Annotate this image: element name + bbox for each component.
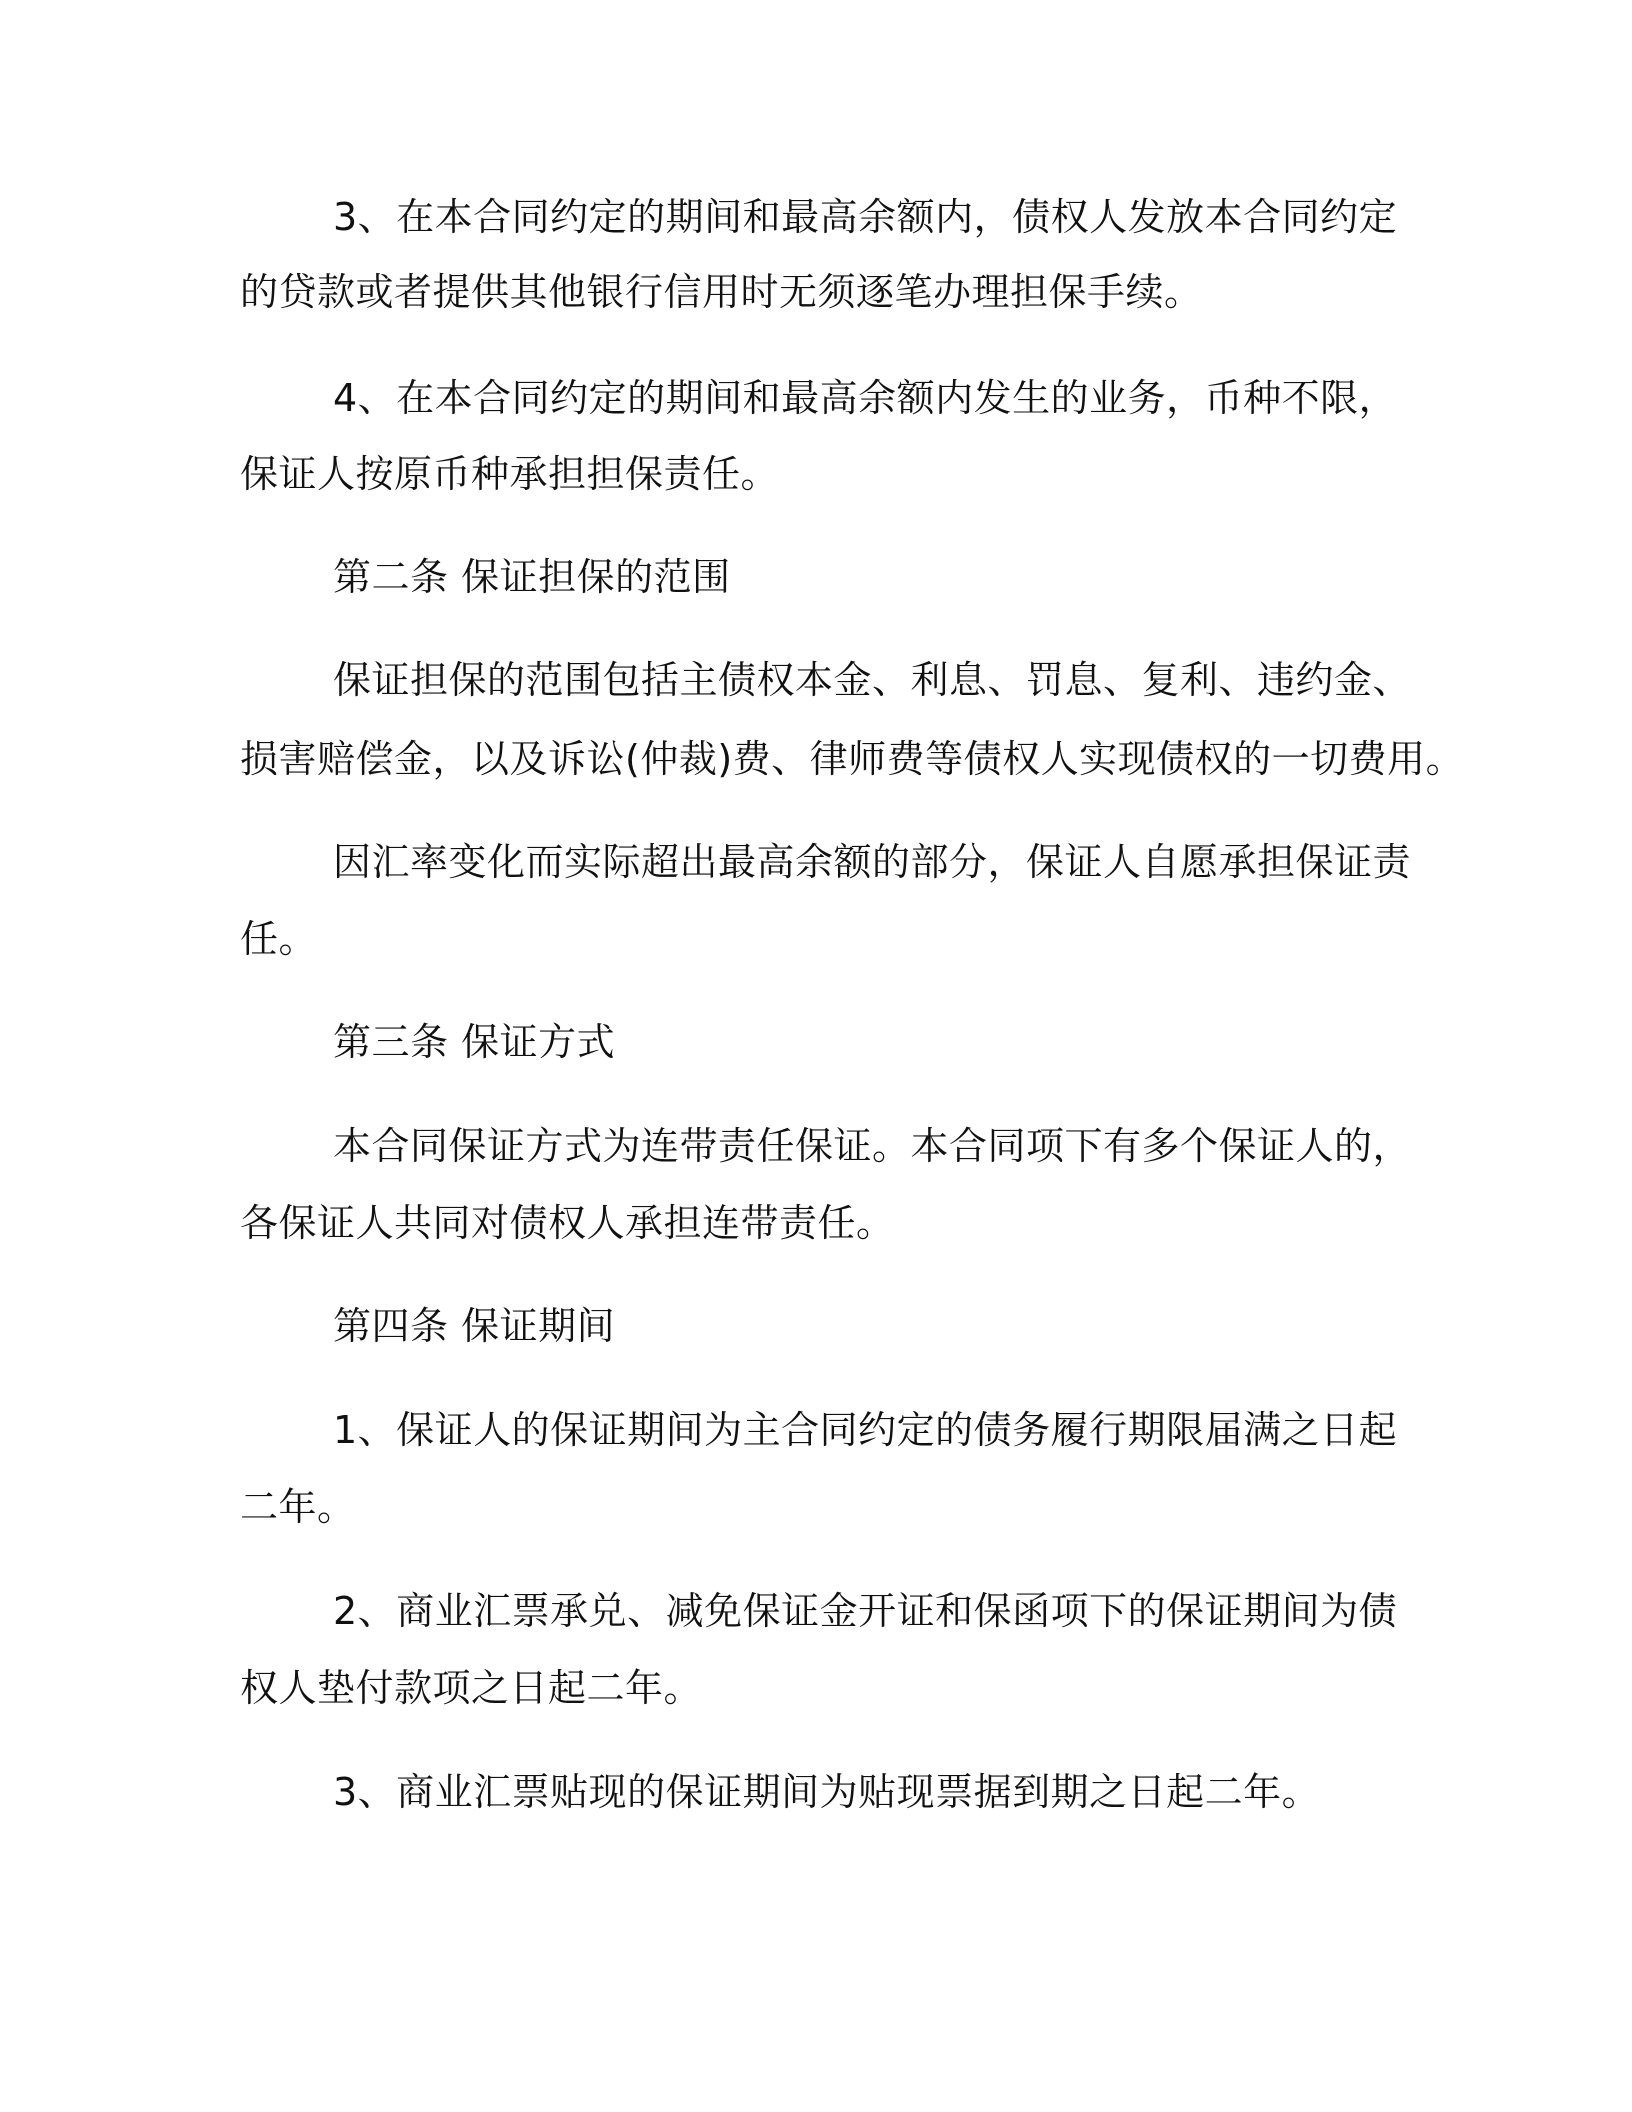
period-item-3-line-1: 3、商业汇票贴现的保证期间为贴现票据到期之日起二年。 [333, 1770, 1321, 1814]
scope-paragraph-line-2: 损害赔偿金，以及诉讼(仲裁)费、律师费等债权人实现债权的一切费用。 [240, 737, 1465, 781]
clause-1-3-line-2: 的贷款或者提供其他银行信用时无须逐笔办理担保手续。 [240, 270, 1203, 314]
clause-1-4-line-1: 4、在本合同约定的期间和最高余额内发生的业务，币种不限， [333, 376, 1398, 420]
exchange-rate-paragraph-line-2: 任。 [240, 917, 318, 961]
period-item-2-line-2: 权人垫付款项之日起二年。 [240, 1666, 703, 1710]
section-heading-2: 第二条 保证担保的范围 [333, 555, 731, 599]
period-item-1-line-2: 二年。 [240, 1485, 356, 1529]
guarantee-method-line-1: 本合同保证方式为连带责任保证。本合同项下有多个保证人的， [333, 1124, 1412, 1168]
guarantee-method-line-2: 各保证人共同对债权人承担连带责任。 [240, 1201, 895, 1245]
exchange-rate-paragraph-line-1: 因汇率变化而实际超出最高余额的部分，保证人自愿承担保证责 [333, 840, 1412, 884]
section-heading-3: 第三条 保证方式 [333, 1020, 616, 1064]
clause-1-4-line-2: 保证人按原币种承担担保责任。 [240, 452, 780, 496]
scope-paragraph-line-1: 保证担保的范围包括主债权本金、利息、罚息、复利、违约金、 [333, 658, 1412, 702]
section-heading-4: 第四条 保证期间 [333, 1304, 616, 1348]
period-item-1-line-1: 1、保证人的保证期间为主合同约定的债务履行期限届满之日起 [333, 1408, 1398, 1452]
period-item-2-line-1: 2、商业汇票承兑、减免保证金开证和保函项下的保证期间为债 [333, 1589, 1398, 1633]
clause-1-3-line-1: 3、在本合同约定的期间和最高余额内，债权人发放本合同约定 [333, 195, 1398, 239]
